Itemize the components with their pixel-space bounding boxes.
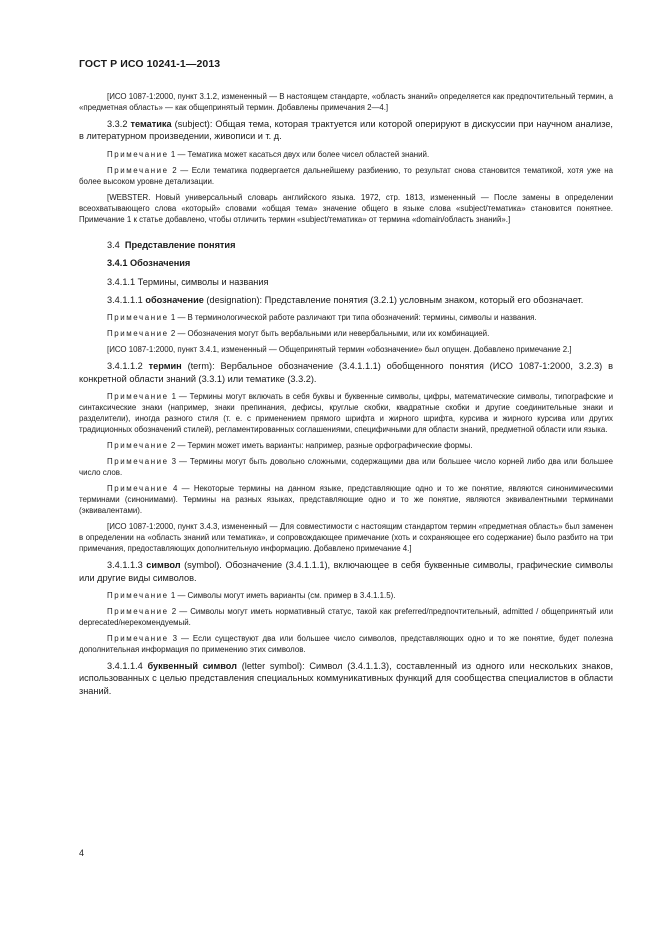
- note-label: Примечание: [107, 441, 169, 451]
- note-label: Примечание: [107, 591, 169, 601]
- note-label: Примечание: [107, 313, 169, 323]
- note: [79, 312, 613, 323]
- note: [79, 590, 613, 601]
- term-entry: [79, 118, 613, 143]
- term-name: символ: [146, 560, 181, 571]
- note-text: 2 — Если тематика подвергается дальнейшему разбиению, то результат снова становится тематикой, хотя уже на более высоком уровне детализации.: [79, 165, 613, 186]
- note-text: 3 — Термины могут быть довольно сложными, содержащими два или большее число корней либо два или большее число слов.: [79, 457, 613, 478]
- page-header: ГОСТ Р ИСО 10241-1—2013: [79, 58, 221, 70]
- note: [79, 633, 613, 655]
- term-number: 3.3.2: [107, 119, 128, 129]
- note: [79, 165, 613, 187]
- term-entry: [79, 559, 613, 584]
- term-entry: [79, 360, 613, 385]
- note: [79, 391, 613, 435]
- term-number: 3.4.1.1.4: [107, 661, 143, 672]
- term-number: 3.4.1.1.2: [107, 361, 143, 372]
- note-label: Примечание: [107, 634, 169, 644]
- term-entry: [79, 660, 613, 697]
- note-text: 2 — Термин может иметь варианты: например, разные орфографические формы.: [168, 441, 473, 451]
- term-name: обозначение: [145, 295, 204, 306]
- subsection-heading: 3.4.1 Обозначения: [107, 258, 191, 269]
- source-reference: [WEBSTER. Новый универсальный словарь английского языка. 1972, стр. 1813, измененный — После замены в определении всеохватывающего слова «который» словами «общая тема» значение общего в языке слова «subject/тематика» становится понятнее. Примечание 1 к статье добавлено, чтобы отличить термин «subject/тематика» от термина «domain/область знаний».]: [79, 192, 613, 224]
- note-label: Примечание: [107, 149, 169, 159]
- note-label: Примечание: [107, 607, 169, 617]
- note-text: 4 — Некоторые термины на данном языке, представляющие одно и то же понятие, являются синонимическими терминами (синонимами). Термины на разных языках, представляющие одно и то же понятие, являются эквивалентными терминами (эквивалентами).: [79, 484, 613, 516]
- note: [79, 328, 613, 339]
- source-reference: [ИСО 1087-1:2000, пункт 3.4.3, измененный — Для совместимости с настоящим стандартом термин «предметная область» был заменен в определении на «область знаний или тематика», и сопровождающее примечание (хоть и сохраняющее его содержание) было разбито на три примечания, предоставляющих дополнительную информацию. Добавлено примечание 4.]: [79, 522, 613, 554]
- note-text: 2 — Символы могут иметь нормативный статус, такой как preferred/предпочтительный, admitted / общепринятый или deprecated/нерекомендуемый.: [79, 607, 613, 628]
- term-definition: (symbol). Обозначение (3.4.1.1.1), включающее в себя буквенные символы, графические символы или другие виды символов.: [79, 560, 613, 583]
- term-definition: (term): Вербальное обозначение (3.4.1.1.1) обобщенного понятия (ИСО 1087-1:2000, 3.2.3) в конкретной области знаний (3.3.1) или тематике (3.3.2).: [79, 361, 613, 384]
- term-name: тематика: [130, 119, 172, 129]
- note-text: 3 — Если существуют два или большее число символов, представляющих одно и то же понятие, будет полезна дополнительная информация по применению этих символов.: [79, 634, 613, 655]
- term-name: буквенный символ: [147, 661, 237, 672]
- note: [79, 606, 613, 628]
- note-text: 2 — Обозначения могут быть вербальными или невербальными, или их комбинацией.: [168, 329, 490, 339]
- source-reference: [ИСО 1087-1:2000, пункт 3.4.1, измененный — Общепринятый термин «обозначение» был опущен. Добавлено примечание 2.]: [107, 345, 572, 355]
- note-label: Примечание: [107, 392, 169, 402]
- note-label: Примечание: [107, 457, 169, 467]
- note-label: Примечание: [107, 484, 169, 494]
- section-heading: [79, 239, 613, 251]
- page-number: 4: [79, 848, 85, 858]
- term-definition: (designation): Представление понятия (3.2.1) условным знаком, который его обозначает.: [203, 295, 584, 306]
- note: [79, 456, 613, 478]
- note: [79, 440, 613, 451]
- source-reference: [ИСО 1087-1:2000, пункт 3.1.2, измененный — В настоящем стандарте, «область знаний» определяется как предпочтительный термин, а «предметная область» — как общепринятый термин. Добавлены примечания 2—4.]: [79, 92, 613, 112]
- document-body: [79, 91, 613, 703]
- note: [79, 483, 613, 516]
- note-text: 1 — Тематика может касаться двух или более чисел областей знаний.: [168, 149, 430, 159]
- term-definition: (letter symbol): Символ (3.4.1.1.3), составленный из одного или нескольких знаков, использованных с целью представления специальных коммуникативных функций для сообщества специалистов в области знаний.: [79, 661, 613, 696]
- note-text: 1 — Термины могут включать в себя буквы и буквенные символы, цифры, математические символы, типографские и синтаксические знаки (например, знаки препинания, дефисы, круглые скобки, квадратные скобки и другие соединительные знаки и разделители), иногда разного стиля (т. е. с применением прямого шрифта и жирного шрифта, курсива и жирного курсива или других традиционных обозначений стилей), регламентированных соглашениями, специфичными для области знаний, предметной области или языка.: [79, 392, 613, 435]
- section-number: 3.4: [107, 239, 120, 250]
- term-entry: [79, 294, 613, 306]
- note-text: 1 — Символы могут иметь варианты (см. пример в 3.4.1.1.5).: [168, 591, 396, 601]
- subsubsection-heading: 3.4.1.1 Термины, символы и названия: [107, 276, 269, 287]
- section-title: Представление понятия: [124, 239, 236, 250]
- note-text: 1 — В терминологической работе различают три типа обозначений: термины, символы и названия.: [168, 313, 537, 323]
- term-name: термин: [148, 361, 182, 372]
- note: [79, 149, 613, 160]
- note-label: Примечание: [107, 329, 169, 339]
- note-label: Примечание: [107, 165, 169, 175]
- term-number: 3.4.1.1.1: [107, 295, 143, 306]
- term-number: 3.4.1.1.3: [107, 560, 143, 571]
- term-definition: (subject): Общая тема, которая трактуется или которой оперируют в дискуссии при научном анализе, в литературном произведении, живописи и т. д.: [79, 119, 613, 142]
